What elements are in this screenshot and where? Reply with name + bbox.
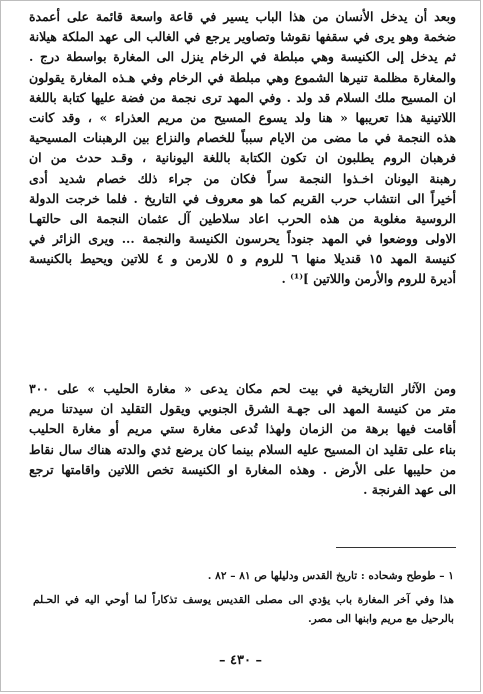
footnote-1: ١ – طوطح وشحاده : تاريخ القدس ودليلها ص ٨١ – ٨٢ . — [207, 570, 454, 582]
text-line: أديرة للروم والأرمن واللاتين ]⁽¹⁾ . — [281, 271, 456, 287]
footnote-2 — [33, 591, 454, 629]
footnote-line: هذا وفي آخر المغارة باب يؤدي الى مصلى القديس يوسف تذكاراً لما أوحي اليه في الحـلم — [33, 594, 454, 606]
text-line: الاولى ووضعوا في المهد جنوداً يحرسون الكنيسة والنجمة ... ويرى الزائر في — [29, 231, 456, 247]
text-line: ضخمة وهو يرى في سقفها نقوشا وتصاوير يرجع في الغالب الى عهد الملكة هيلانة — [29, 29, 456, 45]
footnote-line: بالرحيل مع مريم وابنها الى مصر. — [307, 613, 454, 625]
main-paragraph-1 — [29, 7, 456, 290]
text-line: وبعد أن يدخل الأنسان من هذا الباب يسير في قاعة واسعة قائمة على أعمدة — [29, 9, 456, 24]
main-paragraph-2 — [29, 379, 456, 500]
text-line: من حليبها على الأرض . وهذه المغارة او الكنيسة تخص اللاتين واقامتها ترجع — [29, 461, 456, 477]
text-line: ان المسيح ملك السلام قد ولد . وفي المهد ترى نجمة من فضة عليها كتابة باللغة — [29, 89, 456, 105]
text-line: فرهبان الروم يطلبون ان تكون الكتابة باللغة اليونانية ، وقـد حدث من ان — [29, 150, 456, 166]
text-line: رهبنة اليونان اخـذوا النجمة سراً فكان من جراء ذلك خصام شديد أدى — [29, 170, 456, 186]
text-line: الى عهد الفرنجة . — [363, 481, 456, 497]
text-line: الروسية مغلوبة من هذه الحرب اعاد سلاطين آل عثمان النجمة الى حالتهـا — [29, 210, 456, 226]
page-number: – ٤٣٠ – — [218, 653, 262, 668]
text-line: أخيراً الى انتشاب حرب القريم كما هو معروف في التاريخ . فلما خرجت الدولة — [29, 190, 456, 206]
text-line: اللاتينية هذا تعريبها « هنا ولد يسوع المسيح من مريم العذراء » ، وقد كانت — [29, 109, 456, 125]
text-line: متر من كنيسة المهد الى جهـة الشرق الجنوبي ويقول التقليد ان سيدتنا مريم — [29, 401, 456, 417]
text-line: ثم يدخل إلى الكنيسة وهي مبلطة في الرخام ينزل الى المغارة بواسطة درج . — [29, 49, 456, 65]
text-line: هذه النجمة في ما مضى من الايام سبباً للخصام والنزاع بين الرهبنات المسيحية — [29, 130, 456, 146]
text-line: والمغارة مظلمة تنيرها الشموع وهي مبلطة في الرخام وفي هـذه المغارة يقولون — [29, 69, 456, 85]
text-line: ومن الآثار التاريخية في بيت لحم مكان يدعى « مغارة الحليب » على ٣٠٠ — [29, 381, 456, 396]
text-line: بناء على تقليد ان المسيح عليه السلام بينما كان يرضع ثدي والدته هناك سال نقاط — [29, 441, 456, 457]
footnote-divider — [336, 547, 456, 548]
text-line: أقامت فيها برهة من الزمان ولهذا تُدعى مغارة ستي مريم أو مغارة الحليب — [29, 421, 456, 437]
text-line: كنيسة المهد ١٥ قنديلا منها ٦ للروم و ٥ للارمن و ٤ للاتين ويحيط بالكنيسة — [29, 251, 456, 267]
